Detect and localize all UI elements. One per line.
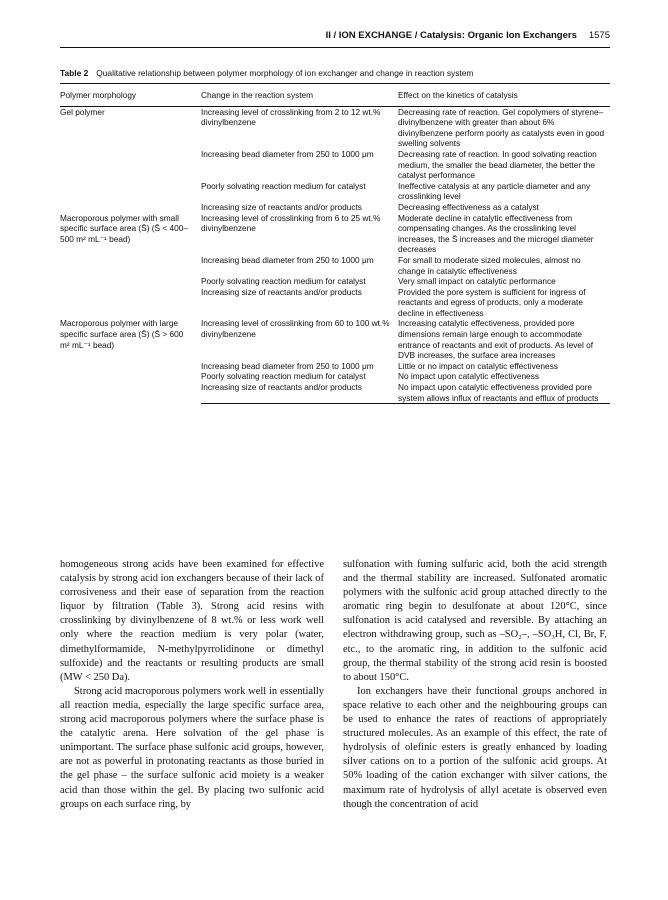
header-rule xyxy=(60,47,610,48)
effect-cell: Moderate decline in catalytic effectiveness from compensating changes. As the crosslinking level increases, the S̄ increases and the microgel diameter decreases xyxy=(398,212,594,255)
column-header-effect: Effect on the kinetics of catalysis xyxy=(398,84,610,107)
table-row xyxy=(60,106,610,149)
effect-cell: Decreasing rate of reaction. In good solvating reaction medium, the smaller the bead diameter, the better the catalyst performance xyxy=(398,148,597,181)
effect-cell: Decreasing effectiveness as a catalyst xyxy=(398,201,539,212)
table-caption-text: Qualitative relationship between polymer morphology of ion exchanger and change in reaction system xyxy=(96,68,474,78)
effect-cell: Little or no impact on catalytic effectiveness xyxy=(398,360,558,371)
morphology-cell: Macroporous polymer with large specific surface area (S̄) (S̄ > 600 m² mL⁻¹ bead) xyxy=(60,318,184,350)
table-label: Table 2 xyxy=(60,68,89,78)
change-cell: Increasing level of crosslinking from 6 to 25 wt.% divinylbenzene xyxy=(201,212,381,234)
table-row xyxy=(60,213,610,255)
table xyxy=(60,83,610,404)
table-header-row xyxy=(60,84,610,107)
running-header xyxy=(60,30,610,44)
table-caption xyxy=(60,68,610,78)
body-column-left xyxy=(60,558,324,812)
effect-cell: No impact upon catalytic effectiveness xyxy=(398,371,539,382)
change-cell: Increasing bead diameter from 250 to 1000 μm xyxy=(201,254,374,265)
change-cell: Increasing size of reactants and/or products xyxy=(201,201,362,212)
effect-cell: Ineffective catalysis at any particle diameter and any crosslinking level xyxy=(398,180,591,202)
body-paragraph: Strong acid macroporous polymers work well in essentially all reaction media, especially the large specific surface area, strong acid macroporous polymers where the surface phase is the catalytic arena. Here solvation of the gel phase is unimportant. The surface phase sulfonic acid groups, however, are not as powerful in protonating reactants as those buried in the gel phase – the surface sulfonic acid moiety is a weaker acid than those within the gel. By placing two sulfonic acid groups on each surface ring, by xyxy=(60,685,324,810)
page-number: 1575 xyxy=(588,30,610,41)
effect-cell: Decreasing rate of reaction. Gel copolymers of styrene–divinylbenzene with greater than about 6% divinylbenzene perform poorly as catalysts even in good swelling solvents xyxy=(398,106,605,149)
effect-cell: For small to moderate sized molecules, almost no change in catalytic effectiveness xyxy=(398,254,581,276)
effect-cell: Provided the pore system is sufficient for ingress of reactants and egress of products, only a moderate decline in effectiveness xyxy=(398,286,586,318)
body-column-right xyxy=(343,558,607,812)
morphology-cell: Macroporous polymer with small specific surface area (S̄) (S̄ < 400–500 m² mL⁻¹ bead) xyxy=(60,212,188,244)
change-cell: Increasing level of crosslinking from 60 to 100 wt.% divinylbenzene xyxy=(201,318,390,340)
effect-cell: Very small impact on catalytic performance xyxy=(398,276,556,287)
body-paragraph: Ion exchangers have their functional groups anchored in space relative to each other and the neighbouring groups can be used to enhance the rates of reactions of appropriately structured molecules. As an example of this effect, the rate of hydrolysis of olefinic esters is greatly enhanced by loading silver cations on to a portion of the sulfonic acid groups. At 50% loading of the cation exchanger with silver cations, the maximum rate of hydrolysis of allyl acetate is observed even though the concentration of acid xyxy=(343,685,607,810)
column-header-change: Change in the reaction system xyxy=(201,84,398,107)
effect-cell: Increasing catalytic effectiveness, provided pore dimensions remain large enough to accommodate entrance of reactants and exit of products. As level of DVB increases, the surface area increases xyxy=(398,318,594,361)
table-row xyxy=(60,318,610,360)
body-paragraph: sulfonation with fuming sulfuric acid, both the acid strength and the thermal stability are increased. Sulfonated aromatic polymers with the sulfonic acid group attached directly to the aromatic ring begin to desulfonate at about 120°C, since sulfonation is acid catalysed and reversible. By attaching an electron withdrawing group, such as –SO₂–, –SO₃H, Cl, Br, F, etc., to the aromatic ring, in addition to the sulfonic acid group, the thermal stability of the strong acid resin is boosted to about 150°C. xyxy=(343,559,607,683)
change-cell: Increasing bead diameter from 250 to 1000 μm xyxy=(201,360,374,371)
morphology-cell: Gel polymer xyxy=(60,106,105,117)
morphology-table xyxy=(60,83,610,404)
change-cell: Poorly solvating reaction medium for catalyst xyxy=(201,371,366,382)
column-header-morphology: Polymer morphology xyxy=(60,84,201,107)
change-cell: Increasing level of crosslinking from 2 to 12 wt.% divinylbenzene xyxy=(201,106,381,128)
change-cell: Increasing bead diameter from 250 to 1000 μm xyxy=(201,148,374,159)
change-cell: Poorly solvating reaction medium for catalyst xyxy=(201,276,366,287)
change-cell: Increasing size of reactants and/or products xyxy=(201,382,398,404)
change-cell: Poorly solvating reaction medium for catalyst xyxy=(201,180,366,191)
body-paragraph: homogeneous strong acids have been examined for effective catalysis by strong acid ion exchangers because of their lack of corrosiveness and their ease of separation from the reaction liquor by filtration (Table 3). Strong acid resins with crosslinking by divinylbenzene of 8 wt.% or less work well only where the reaction medium is very polar (water, dimethylformamide, N-methylpyrrolidinone or dimethyl sulfoxide) and the reactants or resulting products are small (MW < 250 Da). xyxy=(60,559,324,683)
running-header-title: II / ION EXCHANGE / Catalysis: Organic Ion Exchangers xyxy=(325,30,577,41)
effect-cell: No impact upon catalytic effectiveness provided pore system allows influx of reactants and efflux of products xyxy=(398,382,610,404)
change-cell: Increasing size of reactants and/or products xyxy=(201,286,362,297)
